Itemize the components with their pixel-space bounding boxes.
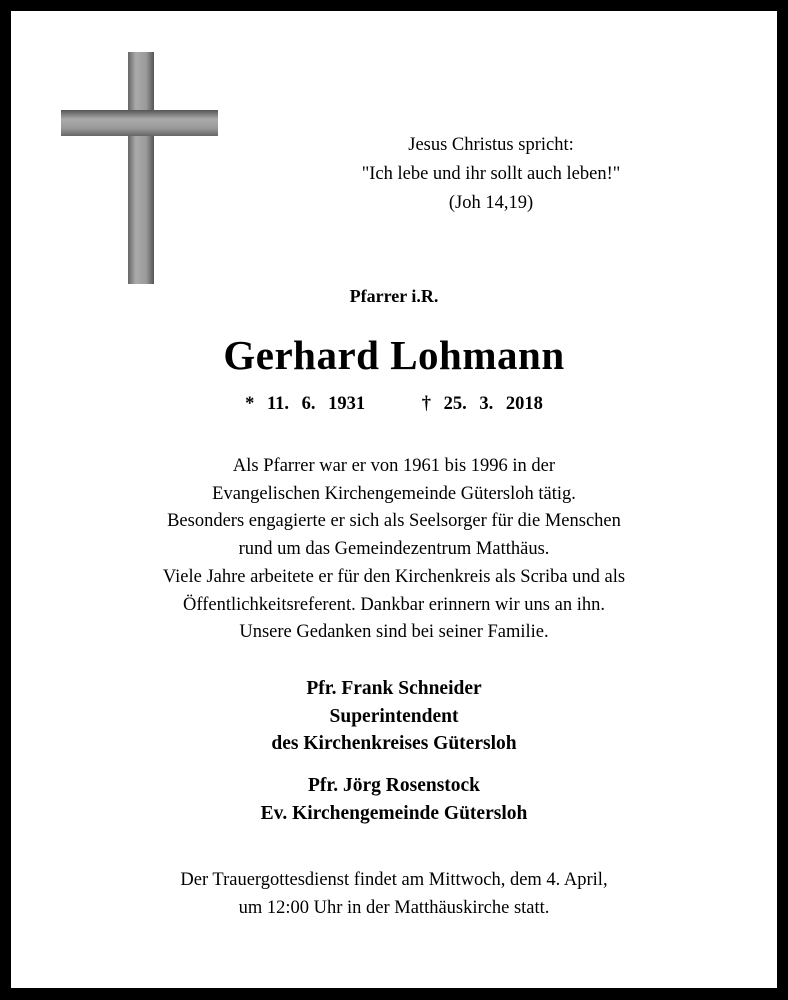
signatory-line: Ev. Kirchengemeinde Gütersloh	[260, 802, 528, 824]
signatory-parish	[11, 772, 777, 827]
bible-quote	[296, 131, 686, 218]
signatory-line: Pfr. Jörg Rosenstock	[307, 775, 481, 796]
notice-line: um 12:00 Uhr in der Matthäuskirche statt.	[238, 898, 550, 918]
notice-line: Der Trauergottesdienst findet am Mittwoch, dem 4. April,	[180, 870, 608, 890]
text-line: Öffentlichkeitsreferent. Dankbar erinnern wir uns an ihn.	[183, 594, 605, 615]
signatory-superintendent	[11, 675, 777, 758]
text-line: Als Pfarrer war er von 1961 bis 1996 in der	[232, 456, 556, 476]
death-date: † 25. 3. 2018	[421, 394, 543, 414]
deceased-name: Gerhard Lohmann	[223, 332, 565, 378]
text-line: rund um das Gemeindezentrum Matthäus.	[238, 539, 550, 560]
text-line: Besonders engagierte er sich als Seelsorger für die Menschen	[167, 511, 621, 532]
text-line: Viele Jahre arbeitete er für den Kirchenkreis als Scriba und als	[162, 566, 626, 587]
obituary-page	[11, 11, 777, 988]
birth-date: * 11. 6. 1931	[245, 394, 366, 414]
text-line: Unsere Gedanken sind bei seiner Familie.	[239, 622, 549, 643]
signatory-line: Superintendent	[329, 705, 459, 727]
quote-line: (Joh 14,19)	[448, 193, 534, 213]
obituary-text	[11, 453, 777, 647]
funeral-notice	[11, 866, 777, 922]
signatory-line: Pfr. Frank Schneider	[306, 678, 482, 699]
deceased-title: Pfarrer i.R.	[349, 286, 439, 306]
life-dates	[11, 394, 777, 415]
text-line: Evangelischen Kirchengemeinde Gütersloh tätig.	[212, 483, 576, 504]
signatory-line: des Kirchenkreises Gütersloh	[271, 733, 517, 754]
quote-line: Jesus Christus spricht:	[408, 135, 574, 155]
quote-line: "Ich lebe und ihr sollt auch leben!"	[361, 164, 621, 184]
cross-icon	[61, 52, 218, 284]
